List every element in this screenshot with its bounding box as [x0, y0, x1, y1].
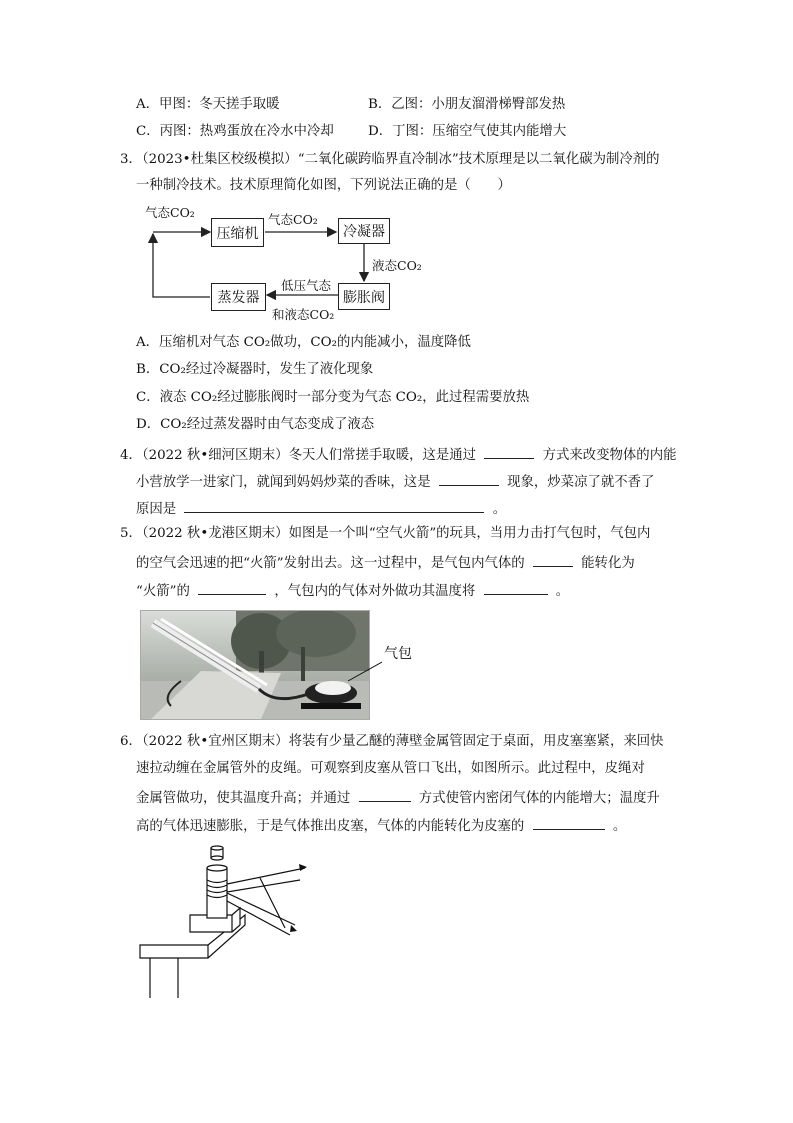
q6-text-3a: 金属管做功，使其温度升高；并通过 [136, 791, 351, 806]
q5-text-2b: 能转化为 [581, 556, 635, 571]
photo-label-airbag: 气包 [384, 646, 412, 662]
q2-option-b: B．乙图：小朋友溜滑梯臀部发热 [368, 97, 566, 112]
q3-option-b: B．CO₂经过冷凝器时，发生了液化现象 [136, 362, 374, 377]
label-low-pressure-gas: 低压气态 [281, 278, 332, 293]
evaporator-box: 蒸发器 [211, 283, 266, 311]
q4-text-3a: 原因是 [136, 502, 177, 517]
q5-text-2a: 的空气会迅速的把“火箭”发射出去。这一过程中，是气包内气体的 [136, 556, 525, 571]
label-gas-co2-top: 气态CO₂ [268, 212, 318, 227]
q6-text-3b: 方式使管内密闭气体的内能增大；温度升 [418, 791, 660, 806]
q5-text-3a: “火箭”的 [136, 584, 190, 599]
q6-line1: 6．（2022 秋•宜州区期末）将装有少量乙醚的薄壁金属管固定于桌面，用皮塞塞紧，来回快 [120, 734, 664, 749]
q4-text-2a: 小营放学一进家门，就闻到妈妈炒菜的香味，这是 [136, 475, 431, 490]
q6-text-4a: 高的气体迅速膨胀，于是气体推出皮塞，气体的内能转化为皮塞的 [136, 819, 525, 834]
q3-stem-line2: 一种制冷技术。技术原理简化如图，下列说法正确的是（ ） [136, 178, 511, 193]
q3-stem-line1: 3．（2023•杜集区校级模拟）“二氧化碳跨临界直冷制冰”技术原理是以二氧化碳为制冷剂的 [120, 152, 660, 167]
q3-option-c: C．液态 CO₂经过膨胀阀时一部分变为气态 CO₂，此过程需要放热 [136, 390, 530, 405]
q2-option-c: C．丙图：热鸡蛋放在冷水中冷却 [136, 124, 334, 139]
condenser-box: 冷凝器 [338, 218, 390, 244]
label-liquid-co2: 液态CO₂ [372, 258, 422, 273]
q2-option-d: D．丁图：压缩空气使其内能增大 [368, 124, 567, 139]
compressor-box: 压缩机 [211, 218, 264, 247]
q4-text-3b: 。 [492, 502, 507, 517]
q4-text-1a: 4．（2022 秋•细河区期末）冬天人们常搓手取暖，这是通过 [120, 448, 477, 463]
q6-text-4b: 。 [612, 819, 627, 834]
q5-text-3b: ，气包内的气体对外做功其温度将 [274, 584, 476, 599]
q4-text-2b: 现象，炒菜凉了就不香了 [507, 475, 655, 490]
q5-line1: 5．（2022 秋•龙港区期末）如图是一个叫“空气火箭”的玩具，当用力击打气包时，气包内 [120, 526, 651, 541]
q4-text-1b: 方式来改变物体的内能 [542, 448, 677, 463]
q5-text-3c: 。 [555, 584, 570, 599]
label-gas-co2-left: 气态CO₂ [145, 205, 195, 220]
label-and-liquid-co2: 和液态CO₂ [272, 307, 335, 322]
q2-option-a: A．甲图：冬天搓手取暖 [136, 97, 280, 112]
expansion-valve-box: 膨胀阀 [338, 283, 390, 310]
q6-line2: 速拉动缠在金属管外的皮绳。可观察到皮塞从管口飞出，如图所示。此过程中，皮绳对 [136, 761, 645, 776]
q3-option-d: D．CO₂经过蒸发器时由气态变成了液态 [136, 417, 375, 432]
q3-option-a: A．压缩机对气态 CO₂做功，CO₂的内能减小，温度降低 [136, 335, 471, 350]
